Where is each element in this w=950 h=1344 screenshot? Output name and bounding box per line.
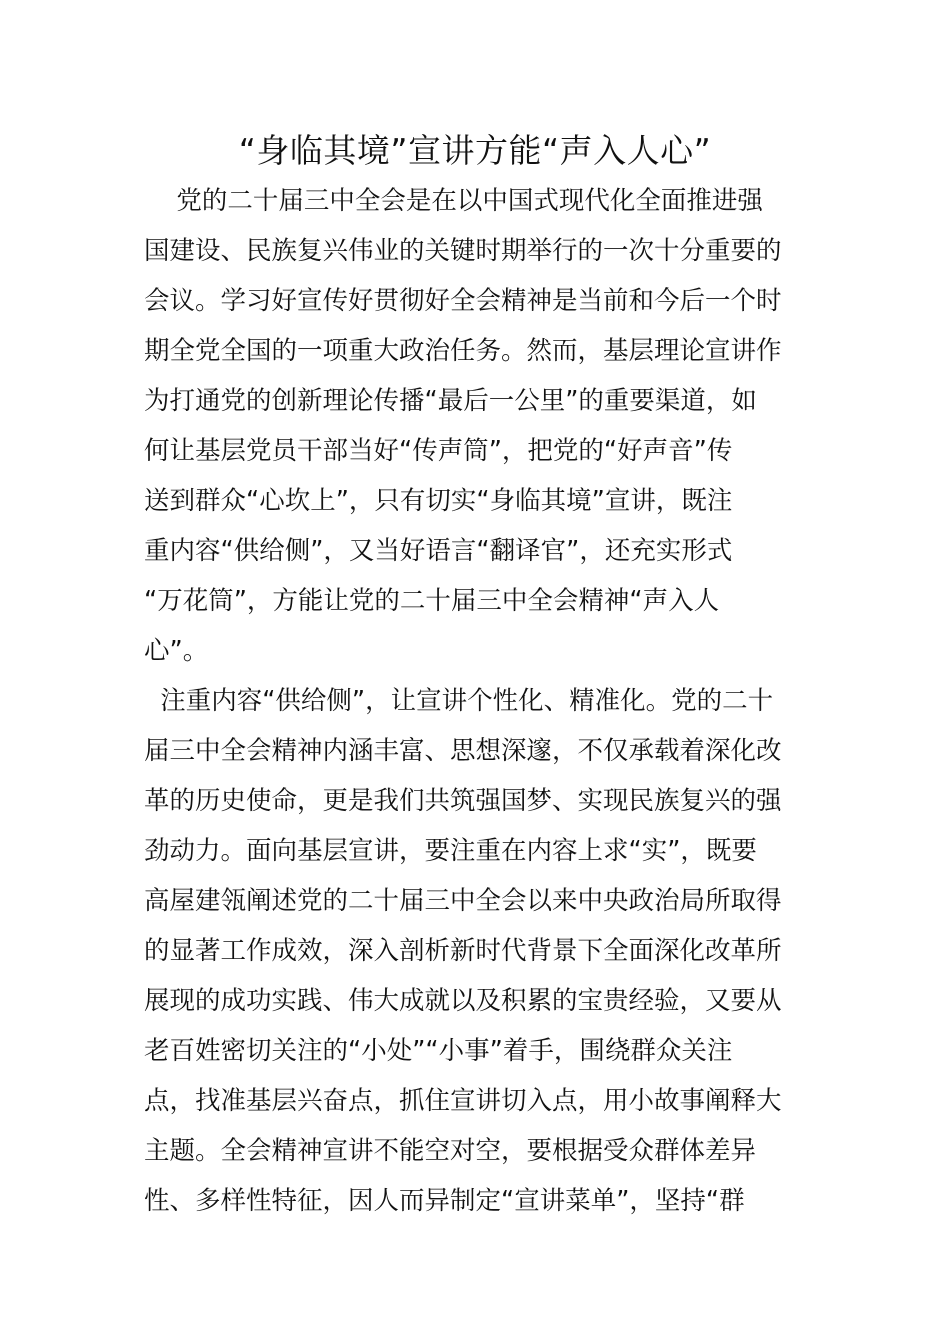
paragraph-line: 革的历史使命，更是我们共筑强国梦、实现民族复兴的强 — [144, 786, 782, 816]
paragraph-line: “万花筒”，方能让党的二十届三中全会精神“声入人 — [144, 586, 720, 616]
paragraph-line: 劲动力。面向基层宣讲，要注重在内容上求“实”，既要 — [144, 836, 757, 866]
paragraph-2 — [144, 676, 809, 1226]
paragraph-line: 心”。 — [144, 636, 209, 666]
paragraph-line: 国建设、民族复兴伟业的关键时期举行的一次十分重要的 — [144, 236, 782, 266]
paragraph-line: 展现的成功实践、伟大成就以及积累的宝贵经验，又要从 — [144, 986, 782, 1016]
paragraph-line: 主题。全会精神宣讲不能空对空，要根据受众群体差异 — [144, 1136, 757, 1166]
paragraph-line: 性、多样性特征，因人而异制定“宣讲菜单”，坚持“群 — [144, 1186, 745, 1216]
paragraph-1 — [144, 176, 809, 676]
document-title: “身临其境”宣讲方能“声入人心” — [238, 131, 712, 170]
paragraph-line: 党的二十届三中全会是在以中国式现代化全面推进强 — [144, 186, 763, 216]
paragraph-line: 的显著工作成效，深入剖析新时代背景下全面深化改革所 — [144, 936, 782, 966]
paragraph-line: 点，找准基层兴奋点，抓住宣讲切入点，用小故事阐释大 — [144, 1086, 782, 1116]
paragraph-line: 届三中全会精神内涵丰富、思想深邃，不仅承载着深化改 — [144, 736, 782, 766]
paragraph-line: 何让基层党员干部当好“传声筒”，把党的“好声音”传 — [144, 436, 733, 466]
paragraph-line: 注重内容“供给侧”，让宣讲个性化、精准化。党的二十 — [144, 686, 774, 716]
paragraph-line: 为打通党的创新理论传播“最后一公里”的重要渠道，如 — [144, 386, 757, 416]
paragraph-line: 送到群众“心坎上”，只有切实“身临其境”宣讲，既注 — [144, 486, 733, 516]
paragraph-line: 期全党全国的一项重大政治任务。然而，基层理论宣讲作 — [144, 336, 782, 366]
paragraph-line: 会议。学习好宣传好贯彻好全会精神是当前和今后一个时 — [144, 286, 782, 316]
paragraph-line: 高屋建瓴阐述党的二十届三中全会以来中央政治局所取得 — [144, 886, 782, 916]
paragraph-line: 老百姓密切关注的“小处”“小事”着手，围绕群众关注 — [144, 1036, 733, 1066]
paragraph-line: 重内容“供给侧”，又当好语言“翻译官”，还充实形式 — [144, 536, 733, 566]
